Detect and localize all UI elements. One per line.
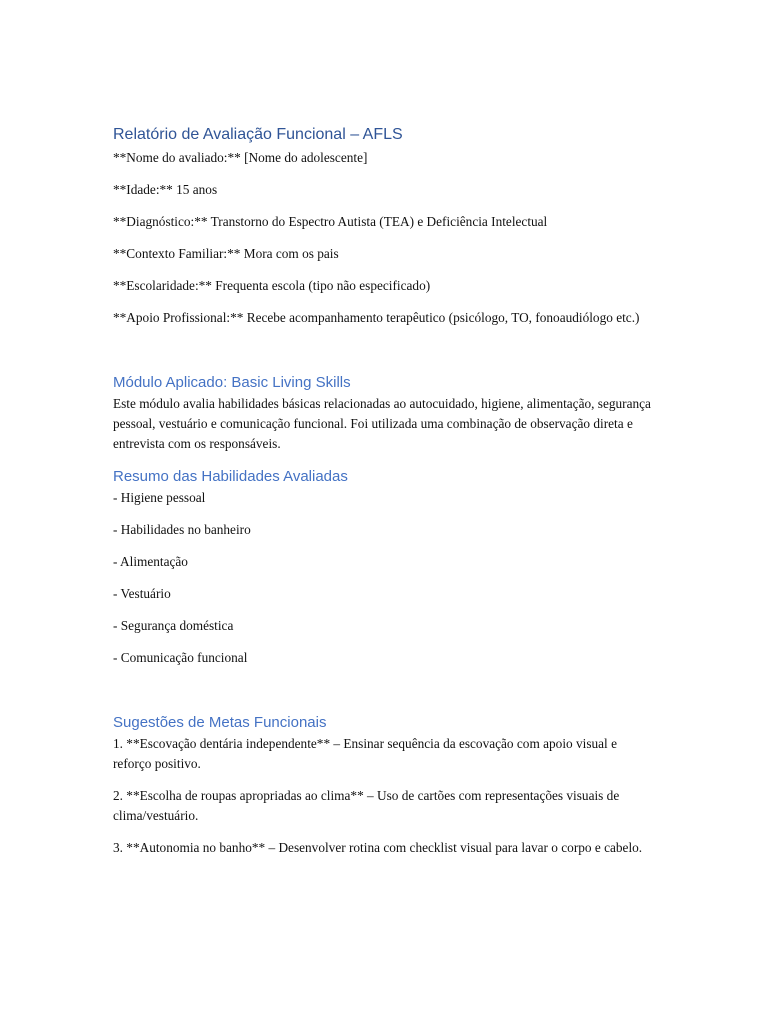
summary-list — [113, 488, 658, 668]
summary-heading: Resumo das Habilidades Avaliadas — [113, 468, 348, 485]
goals-heading: Sugestões de Metas Funcionais — [113, 714, 327, 731]
section-spacer — [113, 328, 658, 372]
list-item: - Vestuário — [113, 586, 171, 601]
goal-item: 3. **Autonomia no banho** – Desenvolver rotina com checklist visual para lavar o corpo e cabelo. — [113, 840, 643, 855]
list-item: - Comunicação funcional — [113, 650, 248, 665]
module-description: Este módulo avalia habilidades básicas relacionadas ao autocuidado, higiene, alimentação, segurança pessoal, vestuário e comunicação funcional. Foi utilizada uma combinação de observação direta e entrevista com os responsáveis. — [113, 396, 651, 451]
goal-item: 1. **Escovação dentária independente** – Ensinar sequência da escovação com apoio visual e reforço positivo. — [113, 736, 617, 771]
section-spacer — [113, 668, 658, 712]
document-title: Relatório de Avaliação Funcional – AFLS — [113, 126, 403, 143]
list-item: - Higiene pessoal — [113, 490, 206, 505]
intro-line-school: **Escolaridade:** Frequenta escola (tipo não especificado) — [113, 278, 431, 293]
list-item: - Segurança doméstica — [113, 618, 234, 633]
list-item: - Alimentação — [113, 554, 188, 569]
intro-line-diagnosis: **Diagnóstico:** Transtorno do Espectro Autista (TEA) e Deficiência Intelectual — [113, 214, 548, 229]
intro-line-family: **Contexto Familiar:** Mora com os pais — [113, 246, 339, 261]
document-page — [113, 124, 658, 870]
module-heading: Módulo Aplicado: Basic Living Skills — [113, 374, 351, 391]
goals-list — [113, 734, 658, 858]
goal-item: 2. **Escolha de roupas apropriadas ao clima** – Uso de cartões com representações visuais de clima/vestuário. — [113, 788, 620, 823]
list-item: - Habilidades no banheiro — [113, 522, 251, 537]
intro-info — [113, 148, 658, 328]
intro-line-support: **Apoio Profissional:** Recebe acompanhamento terapêutico (psicólogo, TO, fonoaudiólogo etc.) — [113, 310, 640, 325]
intro-line-age: **Idade:** 15 anos — [113, 182, 218, 197]
intro-line-name: **Nome do avaliado:** [Nome do adolescente] — [113, 150, 368, 165]
